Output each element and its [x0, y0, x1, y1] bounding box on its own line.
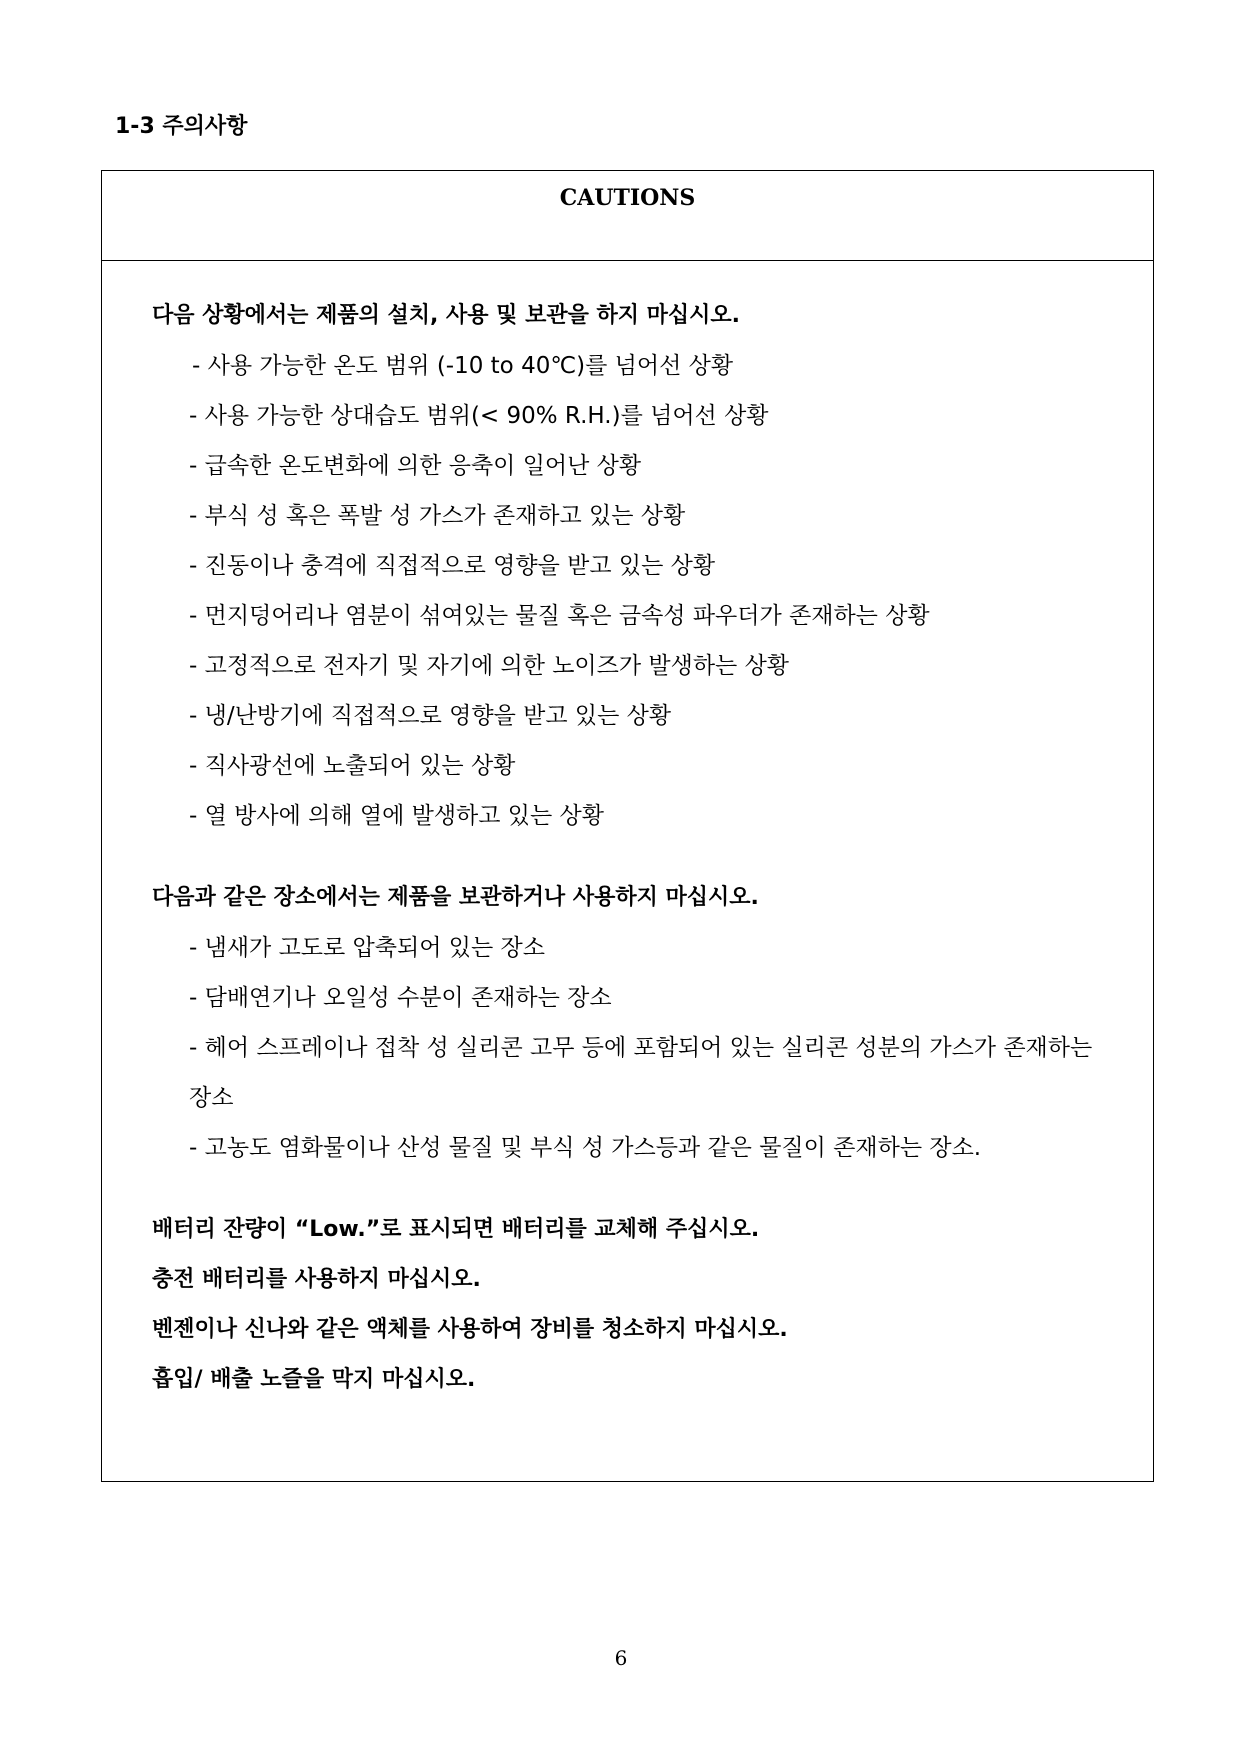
note-line: 흡입/ 배출 노즐을 막지 마십시오.	[152, 1367, 476, 1392]
location-heading: 다음과 같은 장소에서는 제품을 보관하거나 사용하지 마십시오.	[152, 885, 759, 910]
note-line: 벤젠이나 신나와 같은 액체를 사용하여 장비를 청소하지 마십시오.	[152, 1317, 788, 1342]
section-heading: 1-3 주의사항	[115, 114, 248, 139]
list-item: - 먼지덩어리나 염분이 섞여있는 물질 혹은 금속성 파우더가 존재하는 상황	[189, 603, 930, 629]
caution-box-body	[102, 261, 1153, 1405]
list-item: - 부식 성 혹은 폭발 성 가스가 존재하고 있는 상황	[189, 503, 686, 529]
list-item: - 고정적으로 전자기 및 자기에 의한 노이즈가 발생하는 상황	[189, 653, 790, 679]
list-item: - 냉/난방기에 직접적으로 영향을 받고 있는 상황	[189, 703, 672, 729]
list-item: - 사용 가능한 온도 범위 (-10 to 40℃)를 넘어선 상황	[192, 353, 734, 379]
location-block	[152, 841, 1103, 1173]
list-item: - 열 방사에 의해 열에 발생하고 있는 상황	[189, 803, 604, 829]
list-item: - 급속한 온도변화에 의한 응축이 일어난 상황	[189, 453, 642, 479]
notes-block	[152, 1173, 1103, 1405]
list-item: - 사용 가능한 상대습도 범위(< 90% R.H.)를 넘어선 상황	[189, 403, 769, 429]
list-item: - 직사광선에 노출되어 있는 상황	[189, 753, 516, 779]
list-item: - 담배연기나 오일성 수분이 존재하는 장소	[189, 985, 612, 1011]
note-line: 충전 배터리를 사용하지 마십시오.	[152, 1267, 481, 1292]
caution-box-header	[102, 171, 1153, 261]
environment-block	[152, 261, 1103, 841]
list-item: - 헤어 스프레이나 접착 성 실리콘 고무 등에 포함되어 있는 실리콘 성분의 가스가 존재하는 장소	[189, 1035, 1093, 1111]
caution-box-title: CAUTIONS	[559, 185, 696, 211]
environment-heading: 다음 상황에서는 제품의 설치, 사용 및 보관을 하지 마십시오.	[152, 303, 741, 328]
list-item: - 고농도 염화물이나 산성 물질 및 부식 성 가스등과 같은 물질이 존재하는 장소.	[189, 1135, 982, 1161]
list-item: - 냄새가 고도로 압축되어 있는 장소	[189, 935, 545, 961]
list-item: - 진동이나 충격에 직접적으로 영향을 받고 있는 상황	[189, 553, 716, 579]
page-number: 6	[614, 1646, 628, 1670]
caution-box	[101, 170, 1154, 1482]
note-line: 배터리 잔량이 “Low.”로 표시되면 배터리를 교체해 주십시오.	[152, 1217, 760, 1242]
